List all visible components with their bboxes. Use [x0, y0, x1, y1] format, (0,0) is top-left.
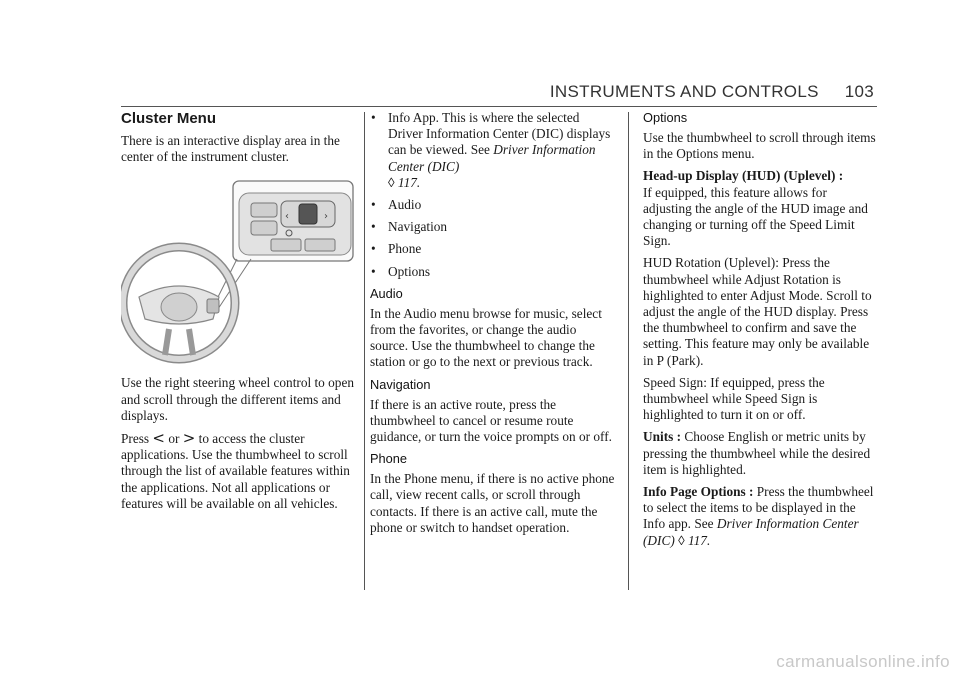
section-heading-cluster-menu: Cluster Menu: [121, 110, 217, 127]
chevron-left-icon: <: [152, 429, 165, 448]
chevron-right-icon: >: [182, 429, 196, 448]
svg-text:‹: ‹: [285, 211, 289, 223]
navigation-paragraph: If there is an active route, press the thumbwheel to cancel or resume route guidance, or turn the voice prompts on or off.: [370, 396, 612, 445]
page-ref-icon: ◊: [388, 174, 395, 190]
section-title: INSTRUMENTS AND CONTROLS: [549, 82, 819, 101]
control-paragraph: Use the right steering wheel control to open and scroll through the different items and displays.: [121, 375, 355, 423]
speed-sign-paragraph: Speed Sign: If equipped, press the thumbwheel while Speed Sign is highlighted to turn it on or off.: [643, 374, 825, 423]
phone-paragraph: In the Phone menu, if there is no active phone call, view recent calls, or scroll through contacts. If there is an active call, mute the phone or switch to handset operation.: [370, 471, 615, 535]
steering-wheel-illustration: [121, 179, 356, 365]
column-3: [643, 110, 878, 555]
page-header: [550, 82, 874, 102]
page-reference[interactable]: ◊ 117.: [388, 174, 421, 190]
intro-paragraph: There is an interactive display area in the center of the instrument cluster.: [121, 133, 340, 165]
list-item: • Options: [370, 264, 615, 280]
info-page-options-paragraph: Info Page Options : Press the thumbwheel to select the items to be displayed in the Info app. See Driver Information Center (DIC) ◊ 117.: [643, 484, 874, 548]
column-1: [121, 110, 356, 518]
subheading-navigation: Navigation: [370, 376, 431, 392]
hud-paragraph: Head-up Display (HUD) (Uplevel) : If equipped, this feature allows for adjusting the angle of the HUD image and changing or turning off the Speed Limit Sign.: [643, 168, 868, 249]
options-paragraph: Use the thumbwheel to scroll through items in the Options menu.: [643, 130, 876, 162]
hud-rotation-paragraph: HUD Rotation (Uplevel): Press the thumbwheel while Adjust Rotation is highlighted to enter Adjust Mode. Scroll to adjust the angle of the HUD display. Press the thumbwheel to confirm and save the setting. This feature may only be available in P (Park).: [643, 255, 872, 368]
header-rule: [121, 106, 877, 107]
watermark: carmanualsonline.info: [776, 652, 950, 671]
subheading-phone: Phone: [370, 451, 408, 467]
list-item: • Phone: [370, 241, 615, 257]
units-paragraph: Units : Choose English or metric units by pressing the thumbwheel while the desired item is highlighted.: [643, 429, 871, 477]
subheading-audio: Audio: [370, 285, 403, 301]
column-2: [370, 110, 615, 542]
press-paragraph: Press < or > to access the cluster applications. Use the thumbwheel to scroll through the list of available features within the applications. Not all applications or features will be available on all vehicles.: [121, 429, 350, 511]
audio-paragraph: In the Audio menu browse for music, select from the favorites, or change the audio source. Use the thumbwheel to change the station or go to the next or previous track.: [370, 305, 602, 370]
column-divider-1: [364, 112, 365, 590]
subheading-options: Options: [643, 110, 688, 125]
cross-reference[interactable]: Driver Information Center (DIC): [643, 516, 859, 548]
svg-text:›: ›: [324, 211, 328, 223]
list-item-info-app: • Info App. This is where the selected Driver Information Center (DIC) displays can be viewed. See Driver Information Center (DIC) ◊ 117.: [370, 110, 615, 191]
cross-reference[interactable]: Driver Information Center (DIC): [388, 142, 596, 174]
page-ref-icon: ◊: [678, 532, 685, 548]
list-item: • Audio: [370, 197, 615, 213]
page-number: 103: [844, 82, 874, 101]
page-reference[interactable]: ◊ 117.: [678, 532, 711, 548]
list-item: • Navigation: [370, 219, 615, 235]
column-divider-2: [628, 112, 629, 590]
